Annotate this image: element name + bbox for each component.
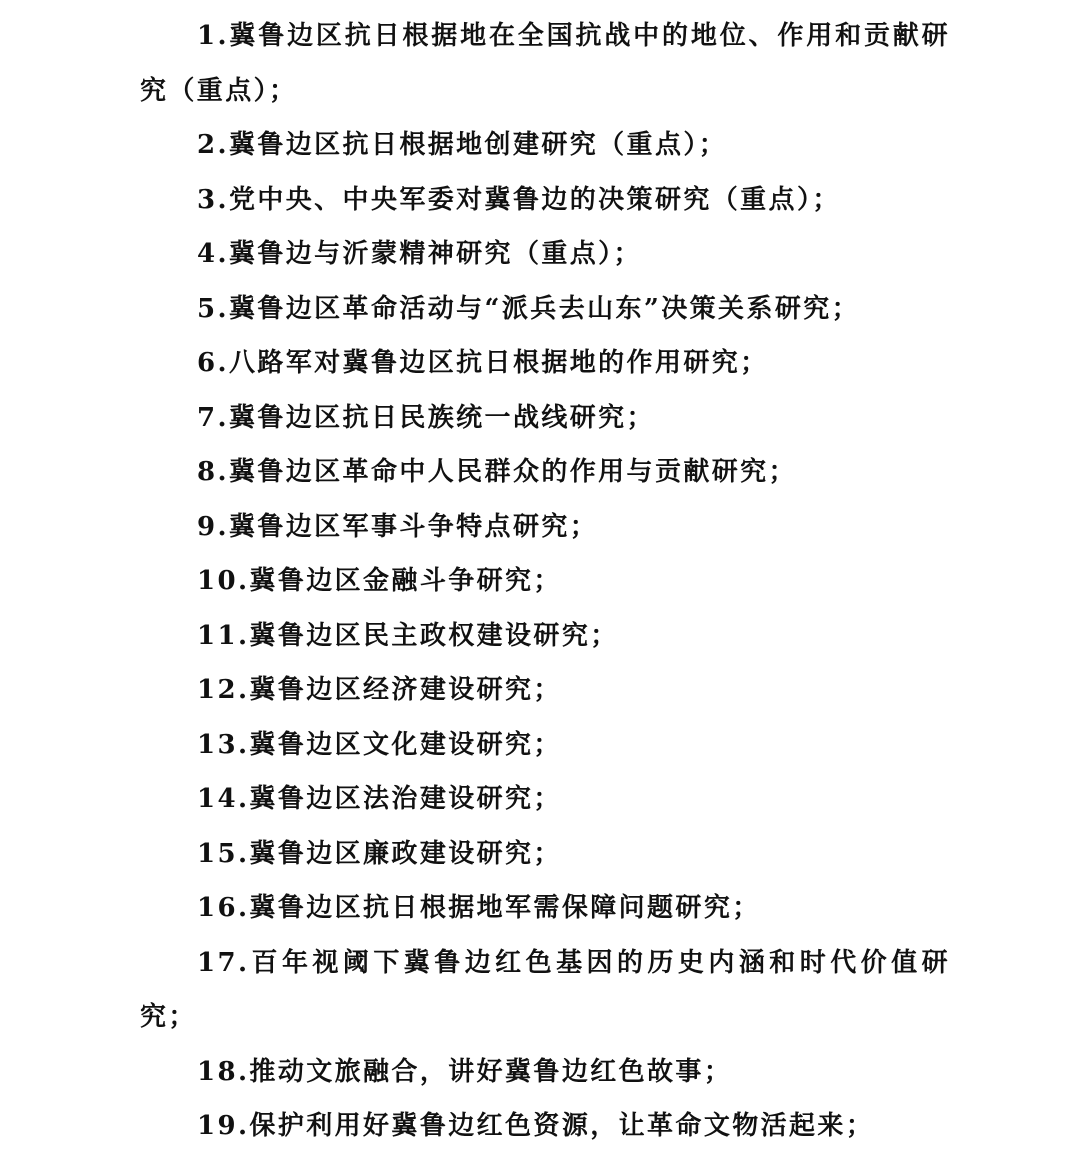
- list-item: 17.百年视阈下冀鲁边红色基因的历史内涵和时代价值研究；: [140, 947, 950, 1032]
- list-item: 6.八路军对冀鲁边区抗日根据地的作用研究；: [197, 348, 769, 378]
- list-item: 15.冀鲁边区廉政建设研究；: [197, 838, 562, 869]
- list-item: 8.冀鲁边区革命中人民群众的作用与贡献研究；: [197, 457, 797, 487]
- list-item: 9.冀鲁边区军事斗争特点研究；: [197, 511, 599, 542]
- list-item: 3.党中央、中央军委对冀鲁边的决策研究（重点）；: [197, 184, 841, 215]
- list-item: 19.保护利用好冀鲁边红色资源，让革命文物活起来；: [197, 1111, 875, 1141]
- list-item: 12.冀鲁边区经济建设研究；: [197, 675, 562, 705]
- list-item: 2.冀鲁边区抗日根据地创建研究（重点）；: [197, 130, 728, 160]
- list-item: 18.推动文旅融合，讲好冀鲁边红色故事；: [197, 1056, 733, 1087]
- list-item: 13.冀鲁边区文化建设研究；: [197, 729, 562, 760]
- list-item: 10.冀鲁边区金融斗争研究；: [197, 566, 562, 596]
- list-item: 11.冀鲁边区民主政权建设研究；: [197, 620, 619, 651]
- list-item: 14.冀鲁边区法治建设研究；: [197, 784, 562, 814]
- list-item: 4.冀鲁边与沂蒙精神研究（重点）；: [197, 239, 642, 269]
- list-item: 16.冀鲁边区抗日根据地军需保障问题研究；: [197, 893, 761, 923]
- list-item: 5.冀鲁边区革命活动与“派兵去山东”决策关系研究；: [197, 293, 861, 324]
- research-topic-list: [140, 9, 950, 1154]
- list-item: 1.冀鲁边区抗日根据地在全国抗战中的地位、作用和贡献研究（重点）；: [140, 21, 950, 106]
- list-item: 7.冀鲁边区抗日民族统一战线研究；: [197, 402, 655, 433]
